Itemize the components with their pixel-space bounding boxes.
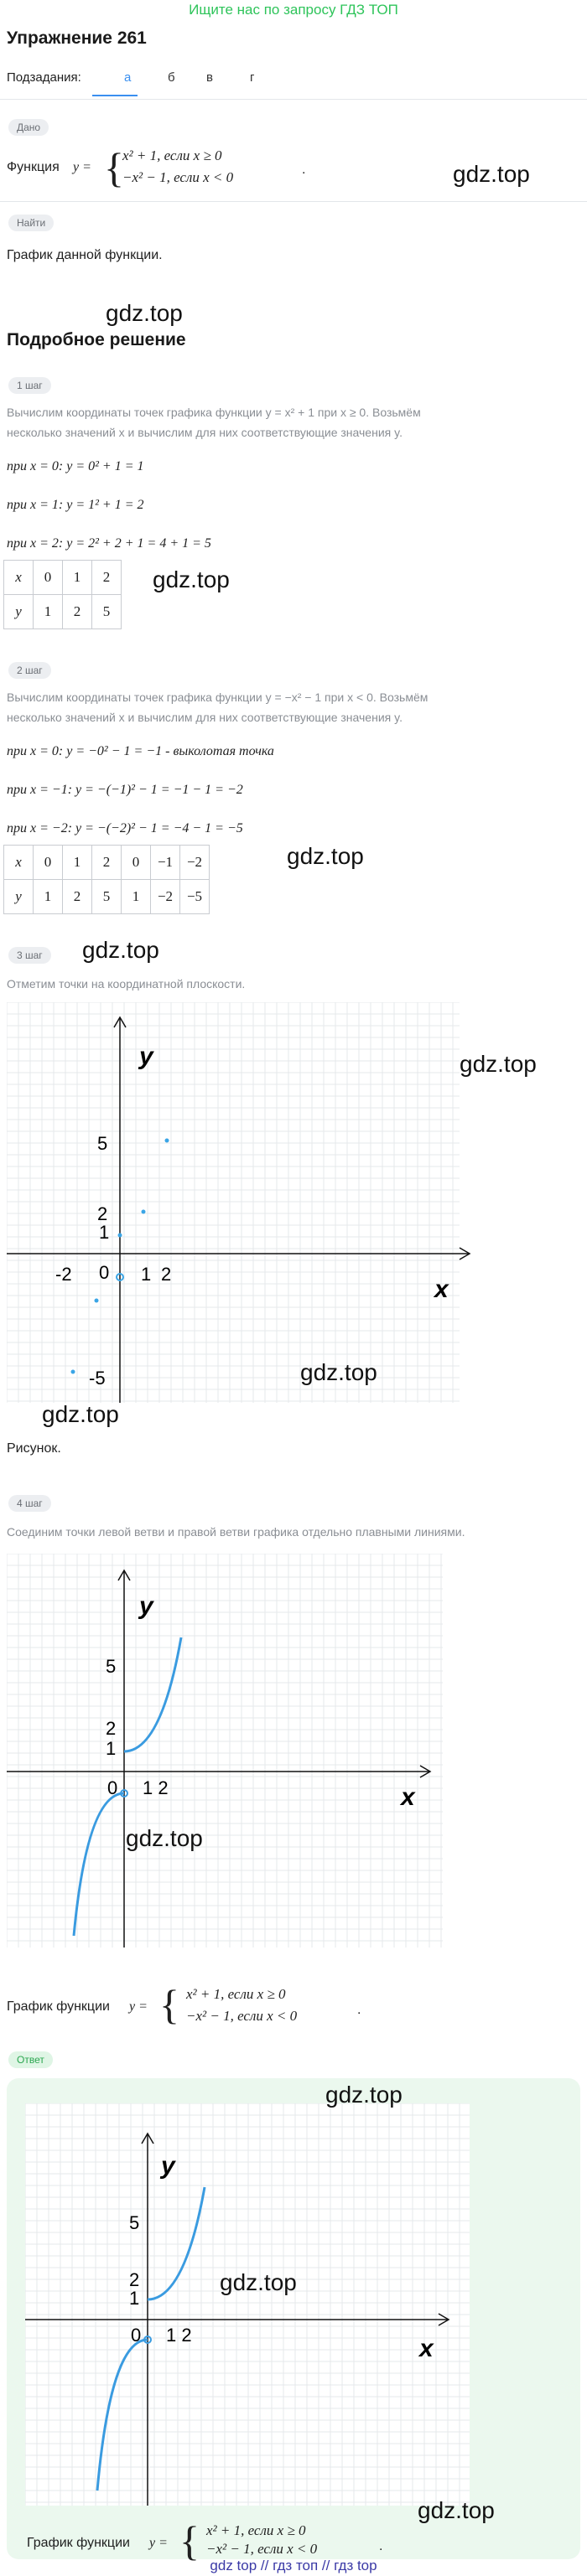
answer-y-eq: y = xyxy=(149,2536,168,2550)
table-cell: −2 xyxy=(180,846,210,880)
point-2-5 xyxy=(165,1139,169,1143)
tick-label: 1 xyxy=(141,1264,152,1285)
watermark: gdz.top xyxy=(287,843,364,869)
given-case-2: −x² − 1, если x < 0 xyxy=(122,169,234,185)
step4-badge: 4 шаг xyxy=(8,1495,51,1512)
step1-value-table xyxy=(3,560,122,629)
tick-label: 5 xyxy=(129,2212,140,2233)
table-row xyxy=(4,561,122,595)
point-0-1 xyxy=(118,1234,122,1238)
given-badge: Дано xyxy=(8,119,49,136)
step4-desc: Соединим точки левой ветви и правой ветви графика отдельно плавными линиями. xyxy=(7,1525,465,1539)
step3-desc: Отметим точки на координатной плоскости. xyxy=(7,977,246,991)
table-row xyxy=(4,595,122,629)
tick-label: 2 xyxy=(106,1718,117,1739)
table-row xyxy=(4,846,210,880)
watermark: gdz.top xyxy=(460,1051,537,1077)
step2-line-1: при x = 0: y = −0² − 1 = −1 - выколотая точка xyxy=(7,744,274,758)
step3-badge: 3 шаг xyxy=(8,947,51,964)
answer-graph xyxy=(25,2103,470,2506)
table-cell: 1 xyxy=(122,880,151,914)
table-cell: 1 xyxy=(63,846,92,880)
watermark: gdz.top xyxy=(300,1359,377,1385)
footer-links[interactable]: gdz top // гдз топ // гдз top xyxy=(210,2558,377,2573)
x-axis-label: x xyxy=(434,1275,449,1303)
tick-label: -2 xyxy=(55,1264,72,1285)
promo-banner[interactable]: Ищите нас по запросу ГДЗ ТОП xyxy=(189,2,398,18)
table-cell: y xyxy=(4,595,34,629)
step2-badge: 2 шаг xyxy=(8,662,51,679)
table-cell: 2 xyxy=(63,880,92,914)
left-branch-curve xyxy=(97,2340,148,2491)
table-row xyxy=(4,880,210,914)
step3-coordinate-plane xyxy=(7,1002,478,1403)
point-neg2-neg5 xyxy=(71,1370,75,1374)
tick-label: 5 xyxy=(106,1656,117,1677)
step1-desc-1: Вычислим координаты точек графика функции y = x² + 1 при x ≥ 0. Возьмём xyxy=(7,406,421,419)
tab-b[interactable]: б xyxy=(168,70,175,85)
step1-line-1: при x = 0: y = 0² + 1 = 1 xyxy=(7,459,144,473)
step2-desc-1: Вычислим координаты точек графика функции y = −x² − 1 при x < 0. Возьмём xyxy=(7,691,429,704)
page-title: Упражнение 261 xyxy=(7,28,147,48)
tick-label: 1 2 xyxy=(143,1777,169,1798)
step2-line-2: при x = −1: y = −(−1)² − 1 = −1 − 1 = −2 xyxy=(7,783,243,797)
active-tab-indicator xyxy=(92,95,138,96)
answer-badge: Ответ xyxy=(8,2051,53,2068)
answer-dot: . xyxy=(379,2539,383,2553)
step4-dot: . xyxy=(357,2003,361,2017)
grid xyxy=(7,1554,443,1948)
divider xyxy=(0,201,587,202)
watermark: gdz.top xyxy=(106,300,183,326)
watermark: gdz.top xyxy=(126,1825,203,1851)
x-axis-label: x xyxy=(401,1783,415,1811)
table-cell: 1 xyxy=(34,595,63,629)
step1-line-2: при x = 1: y = 1² + 1 = 2 xyxy=(7,498,144,512)
tick-label: 0 xyxy=(107,1777,118,1798)
watermark: gdz.top xyxy=(453,161,530,187)
given-case-1: x² + 1, если x ≥ 0 xyxy=(122,147,222,163)
answer-case-1: x² + 1, если x ≥ 0 xyxy=(206,2522,306,2538)
step2-value-table xyxy=(3,845,210,914)
step4-graph xyxy=(7,1554,443,1948)
tick-label: 2 xyxy=(97,1203,108,1224)
find-text: График данной функции. xyxy=(7,248,163,262)
step2-desc-2: несколько значений x и вычислим для них соответствующие значения y. xyxy=(7,711,403,724)
grid xyxy=(7,1002,460,1403)
watermark: gdz.top xyxy=(82,937,159,963)
tab-g[interactable]: г xyxy=(250,70,255,85)
given-brace: { xyxy=(104,144,124,191)
table-cell: −1 xyxy=(151,846,180,880)
table-cell: 0 xyxy=(34,846,63,880)
tick-label: 2 xyxy=(161,1264,172,1285)
table-cell: 2 xyxy=(92,846,122,880)
watermark: gdz.top xyxy=(153,566,230,592)
tick-label: 2 xyxy=(129,2269,140,2290)
step1-badge: 1 шаг xyxy=(8,377,51,394)
table-cell: 1 xyxy=(63,561,92,595)
table-cell: 0 xyxy=(122,846,151,880)
step1-desc-2: несколько значений x и вычислим для них соответствующие значения y. xyxy=(7,426,403,439)
given-prefix: Функция xyxy=(7,160,60,174)
step2-line-3: при x = −2: y = −(−2)² − 1 = −4 − 1 = −5 xyxy=(7,821,243,835)
tick-label: 1 2 xyxy=(166,2325,192,2346)
left-branch-curve xyxy=(74,1793,124,1936)
right-branch-curve xyxy=(148,2187,205,2299)
answer-result-prefix: График функции xyxy=(27,2536,130,2550)
table-cell: 1 xyxy=(34,880,63,914)
step1-line-3: при x = 2: y = 2² + 2 + 1 = 4 + 1 = 5 xyxy=(7,536,211,551)
tick-label: 0 xyxy=(99,1262,110,1283)
step4-case-2: −x² − 1, если x < 0 xyxy=(186,2008,298,2024)
table-cell: 5 xyxy=(92,595,122,629)
table-cell: x xyxy=(4,846,34,880)
x-axis-label: x xyxy=(419,2335,434,2362)
y-axis-label: y xyxy=(161,2152,175,2180)
divider xyxy=(0,99,587,100)
table-cell: −5 xyxy=(180,880,210,914)
point-1-2 xyxy=(142,1210,146,1214)
table-cell: 5 xyxy=(92,880,122,914)
watermark: gdz.top xyxy=(220,2269,297,2295)
answer-case-2: −x² − 1, если x < 0 xyxy=(206,2541,318,2557)
given-y-eq: y = xyxy=(73,160,91,174)
table-cell: y xyxy=(4,880,34,914)
tick-label: 0 xyxy=(131,2325,142,2346)
table-cell: x xyxy=(4,561,34,595)
figure-caption: Рисунок. xyxy=(7,1441,61,1456)
grid xyxy=(25,2103,470,2506)
brace: { xyxy=(179,2517,200,2564)
table-cell: −2 xyxy=(151,880,180,914)
solution-title: Подробное решение xyxy=(7,330,186,349)
table-cell: 2 xyxy=(63,595,92,629)
tick-label: 1 xyxy=(129,2288,140,2309)
table-cell: 2 xyxy=(92,561,122,595)
find-badge: Найти xyxy=(8,215,54,231)
subtasks-label: Подзадания: xyxy=(7,70,81,85)
point-neg1-neg2 xyxy=(95,1299,99,1303)
tick-label: 1 xyxy=(106,1738,117,1759)
tick-label: 1 xyxy=(99,1222,110,1243)
step4-result-prefix: График функции xyxy=(7,1999,110,2014)
given-dot: . xyxy=(302,163,306,177)
tick-label: -5 xyxy=(89,1368,106,1389)
y-axis-label: y xyxy=(139,1042,153,1070)
tick-label: 5 xyxy=(97,1133,108,1154)
step4-y-eq: y = xyxy=(129,1999,148,2014)
watermark: gdz.top xyxy=(42,1401,119,1427)
table-cell: 0 xyxy=(34,561,63,595)
tab-v[interactable]: в xyxy=(206,70,213,85)
watermark: gdz.top xyxy=(418,2497,495,2523)
step4-case-1: x² + 1, если x ≥ 0 xyxy=(186,1986,286,2002)
watermark: gdz.top xyxy=(325,2082,403,2108)
tab-a[interactable]: а xyxy=(124,70,132,85)
brace: { xyxy=(159,1981,179,2028)
y-axis-label: y xyxy=(139,1592,153,1620)
